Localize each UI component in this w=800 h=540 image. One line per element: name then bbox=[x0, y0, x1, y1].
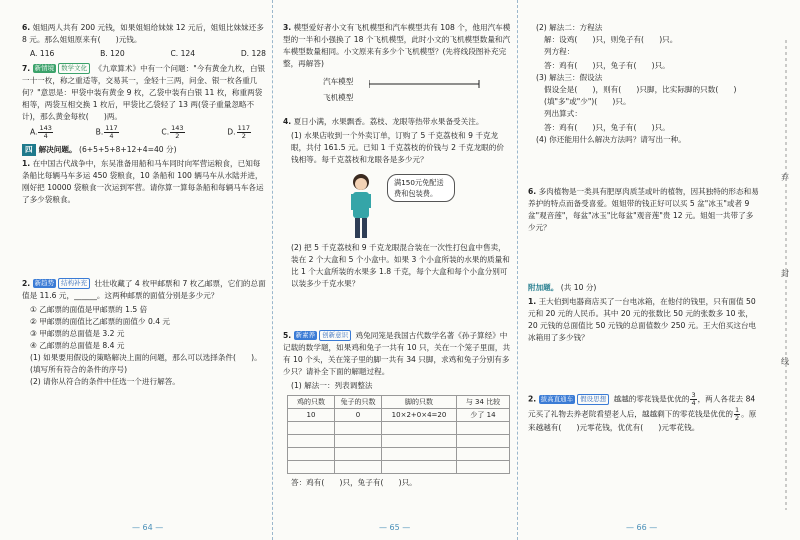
answer-line[interactable]: 答：鸡有( )只，兔子有( )只。 bbox=[291, 478, 417, 487]
car-label: 汽车模型 bbox=[323, 77, 354, 86]
condition-3: ③ 甲邮票的总面值是 3.2 元 bbox=[30, 329, 125, 338]
sub-question-2: (2) 请你从符合的条件中任选一个进行解答。 bbox=[30, 377, 180, 386]
line-segment-diagram bbox=[283, 72, 511, 112]
denominator: 2 bbox=[175, 132, 180, 140]
question-text: 多肉植物是一类具有肥厚肉质茎或叶的植物，因其独特的形态和易养护的特点而备受喜爱。姐姐带的钱正好可以买 5 盆"冰玉"或者 9 盆"观音莲"，每盆"冰玉"比每盆"观音莲"贵 12 元。姐姐一共带了多少元？ bbox=[528, 187, 759, 232]
table-row-empty[interactable] bbox=[288, 435, 510, 448]
option-letter: C. bbox=[161, 127, 170, 137]
numerator: 143 bbox=[171, 124, 184, 132]
cell: 少了 14 bbox=[457, 409, 510, 422]
table-row bbox=[288, 409, 510, 422]
col-compare: 与 34 比较 bbox=[457, 396, 510, 409]
question-text: 模型爱好者小文有飞机模型和汽车模型共有 108 个，他用汽车模型的一半和小强换了 18 个飞机模型，此时小文的飞机模型数量和汽车模型数量相同。小文原来有多少个飞机模型？(先将线段图补充完整，再解答) bbox=[283, 23, 511, 68]
denominator: 4 bbox=[43, 132, 48, 140]
question-number: 6. bbox=[22, 23, 31, 32]
fraction-one-half bbox=[734, 407, 740, 422]
page-number: — 65 — bbox=[379, 523, 411, 532]
fraction bbox=[237, 125, 251, 140]
option-d[interactable]: D. 128 bbox=[240, 49, 266, 58]
cell: 10 bbox=[288, 409, 335, 422]
sub-question-1: (1) 水果店收到一个外卖订单，订购了 5 千克荔枝和 9 千克龙眼，共付 161.5 元。已知 1 千克荔枝的价钱与 2 千克龙眼的价钱相等。每千克荔枝和龙眼各是多少元？ bbox=[291, 131, 504, 164]
numerator: 117 bbox=[105, 124, 118, 132]
question-text-c: 。原来越越有( )元零花钱，优优有( )元零花钱。 bbox=[528, 409, 757, 432]
question-number: 2. bbox=[22, 279, 31, 288]
option-letter: B. bbox=[95, 127, 104, 137]
sub-question-2: (2) 把 5 千克荔枝和 9 千克龙眼混合装在一次性打包盒中售卖，装在 2 个大盒和 5 个小盒中。如果 3 个小盒所装的水果的质量和比 1 个大盒所装的水果多 1.8 千克，每个大盒和每个小盒分别可以装多少千克水果？ bbox=[291, 243, 510, 288]
table-row-empty[interactable] bbox=[288, 461, 510, 474]
option-c[interactable]: C. 124 bbox=[170, 49, 196, 58]
question-text: 夏日小满，水果飘香。荔枝、龙眼等热带水果备受关注。 bbox=[293, 117, 484, 126]
question-text: 姐姐两人共有 200 元钱，如果姐姐给妹妹 12 元后，姐姐比妹妹还多 8 元。那么姐姐原来有( )元钱。 bbox=[22, 23, 264, 44]
denominator: 4 bbox=[691, 399, 696, 407]
tag-math-culture: 数学文化 bbox=[58, 63, 90, 74]
page-number: — 64 — bbox=[132, 523, 164, 532]
question-number: 6. bbox=[528, 187, 537, 196]
bonus-title: 附加题。 bbox=[528, 283, 559, 292]
question-number: 4. bbox=[283, 117, 292, 126]
method-3-assume[interactable]: 假设全是( )，则有( )只脚，比实际脚的只数( )(填"多"或"少")( )只。 bbox=[544, 85, 737, 106]
question-text: 壮壮收藏了 4 枚甲邮票和 7 枚乙邮票，它们的总面值是 11.6 元，______。这两种邮票的面值分别是多少元？ bbox=[22, 279, 266, 300]
method-3-answer[interactable]: 答：鸡有( )只，兔子有( )只。 bbox=[544, 123, 670, 132]
question-number: 3. bbox=[283, 23, 292, 32]
question-text-a: 越越的零花钱是优优的 bbox=[613, 394, 690, 404]
options-q6 bbox=[30, 48, 266, 60]
numerator: 3 bbox=[691, 391, 696, 399]
fraction bbox=[38, 125, 52, 140]
question-text: 《九章算术》中有一个问题："今有黄金九枚，白银一十一枚，称之重适等，交易其一，金轻十三两，问金、银一枚各重几何？"意思是：甲袋中装有黄金 9 枚，乙袋中装有白银 11 枚，称重两袋相等，两袋互相交换 1 枚后，甲袋比乙袋轻了 13 两(袋子重量忽略不计)，那么黄金每枚( )两。 bbox=[22, 64, 266, 121]
side-label-2: 封 bbox=[781, 269, 789, 278]
page-number: — 66 — bbox=[626, 523, 658, 532]
condition-4: ④ 乙邮票的总面值是 8.4 元 bbox=[30, 341, 125, 350]
method-2-title: (2) 解法二：方程法 bbox=[536, 23, 603, 32]
bonus-score: (共 10 分) bbox=[560, 283, 597, 292]
numerator: 1 bbox=[735, 406, 740, 414]
option-c[interactable] bbox=[161, 125, 185, 140]
method-2-setup[interactable]: 解：设鸡( )只，则兔子有( )只。 bbox=[544, 35, 678, 44]
bonus-question-1 bbox=[528, 296, 760, 390]
speech-bubble: 满150元免配送费和包装费。 bbox=[387, 174, 455, 202]
problem-1 bbox=[22, 158, 266, 276]
question-7 bbox=[22, 63, 266, 123]
cell: 10×2+0×4=20 bbox=[382, 409, 457, 422]
tag-assumption: 假设思想 bbox=[577, 394, 609, 405]
car-segment-line bbox=[369, 80, 489, 88]
question-6 bbox=[22, 22, 266, 46]
fraction bbox=[170, 125, 184, 140]
method-2-equation[interactable]: 列方程： bbox=[544, 47, 575, 56]
solution-method-1: (1) 解法一：列表调整法 bbox=[291, 381, 373, 390]
tag-new-context: 新情境 bbox=[34, 64, 55, 72]
question-number: 7. bbox=[22, 64, 31, 73]
fraction bbox=[104, 125, 118, 140]
cut-line bbox=[784, 40, 788, 510]
section-number: 四 bbox=[22, 144, 36, 156]
section-header bbox=[22, 144, 266, 156]
illustration-area bbox=[283, 166, 511, 242]
method-4: (4) 你还能用什么解决方法吗？请写出一种。 bbox=[536, 135, 686, 144]
numerator: 143 bbox=[39, 124, 52, 132]
section-title: 解决问题。 bbox=[38, 145, 77, 154]
option-a[interactable]: A. 116 bbox=[30, 49, 55, 58]
tag-advanced: 拔高直通车 bbox=[540, 394, 574, 403]
sub-question-1: (1) 如果要用假设的策略解决上面的问题，那么可以选择条件( )。(填写所有符合的条件的序号) bbox=[30, 353, 262, 374]
bonus-header bbox=[528, 282, 760, 294]
tag-new-literacy: 新素养 bbox=[295, 331, 316, 339]
denominator: 2 bbox=[241, 132, 246, 140]
fraction-three-quarters bbox=[690, 392, 696, 407]
question-3 bbox=[283, 22, 511, 70]
plane-label: 飞机模型 bbox=[323, 93, 354, 102]
denominator: 4 bbox=[109, 132, 114, 140]
option-a[interactable] bbox=[30, 125, 54, 140]
question-5 bbox=[283, 330, 511, 378]
question-text: 在中国古代战争中，东吴准备用船和马车同时向军营运粮食，已知每条船比每辆马车多运 450 袋粮食，10 条船和 100 辆马车从水陆并进，刚好把 10000 袋粮食一次运到军营。请你算一算每条船和每辆马车各运了多少袋粮食。 bbox=[22, 159, 264, 204]
shopkeeper-illustration bbox=[341, 172, 381, 242]
method-3-formula[interactable]: 列出算式： bbox=[544, 109, 582, 118]
tag-new-trend: 新趋势 bbox=[34, 279, 55, 287]
question-number: 1. bbox=[528, 297, 537, 306]
question-text: 鸡兔同笼是我国古代数学名著《孙子算经》中记载的数学题，如果鸡和兔子一共有 10 只，关在一个笼子里面，共有 10 个头，关在笼子里的脚一共有 34 只脚，求鸡和兔子分别有多少只？请补全下面的解题过程。 bbox=[283, 331, 511, 376]
denominator: 2 bbox=[735, 414, 740, 422]
side-label-1: 弃 bbox=[781, 173, 789, 182]
cell: 0 bbox=[335, 409, 382, 422]
question-number: 1. bbox=[22, 159, 31, 168]
side-label-3: 线 bbox=[781, 357, 789, 366]
method-2-answer[interactable]: 答：鸡有( )只，兔子有( )只。 bbox=[544, 61, 670, 70]
page-66 bbox=[517, 0, 800, 540]
method-3-title: (3) 解法三：假设法 bbox=[536, 73, 603, 82]
bonus-question-2 bbox=[528, 392, 760, 434]
numerator: 117 bbox=[237, 124, 250, 132]
col-rabbits: 兔子的只数 bbox=[335, 396, 382, 409]
question-text-b: ，两人各花去 84 元买了礼物去养老院看望老人后，越越剩下的零花钱是优优的 bbox=[528, 394, 756, 419]
tag-structure: 结构补充 bbox=[58, 278, 90, 289]
table-row-empty[interactable] bbox=[288, 422, 510, 435]
options-q7 bbox=[30, 125, 252, 140]
option-b[interactable]: B. 120 bbox=[100, 49, 125, 58]
condition-2: ② 甲邮票的面值比乙邮票的面值少 0.4 元 bbox=[30, 317, 171, 326]
adjust-table bbox=[287, 395, 510, 474]
condition-1: ① 乙邮票的面值是甲邮票的 1.5 倍 bbox=[30, 305, 148, 314]
page-65 bbox=[272, 0, 517, 540]
option-letter: A. bbox=[30, 127, 38, 137]
question-6 bbox=[528, 186, 760, 278]
table-header-row bbox=[288, 396, 510, 409]
tag-innovation: 创新意识 bbox=[319, 330, 351, 341]
section-score: (6+5+5+8+12+4=40 分) bbox=[78, 145, 177, 154]
option-d[interactable] bbox=[227, 125, 252, 140]
problem-2 bbox=[22, 278, 266, 302]
question-number: 2. bbox=[528, 394, 537, 404]
col-chickens: 鸡的只数 bbox=[288, 396, 335, 409]
question-4 bbox=[283, 116, 511, 128]
table-row-empty[interactable] bbox=[288, 448, 510, 461]
option-letter: D. bbox=[227, 127, 236, 137]
option-b[interactable] bbox=[96, 125, 120, 140]
question-text: 王大伯到电器商店买了一台电冰箱，在他付的钱里，只有面值 50 元和 20 元的人民币。其中 20 元的张数比 50 元的张数多 10 张，20 元钱的总面值比 50 元钱的总面值数少 250 元。王大伯买这台电冰箱用了多少钱？ bbox=[528, 297, 757, 342]
col-feet: 脚的只数 bbox=[382, 396, 457, 409]
page-64 bbox=[0, 0, 272, 540]
question-number: 5. bbox=[283, 331, 292, 340]
